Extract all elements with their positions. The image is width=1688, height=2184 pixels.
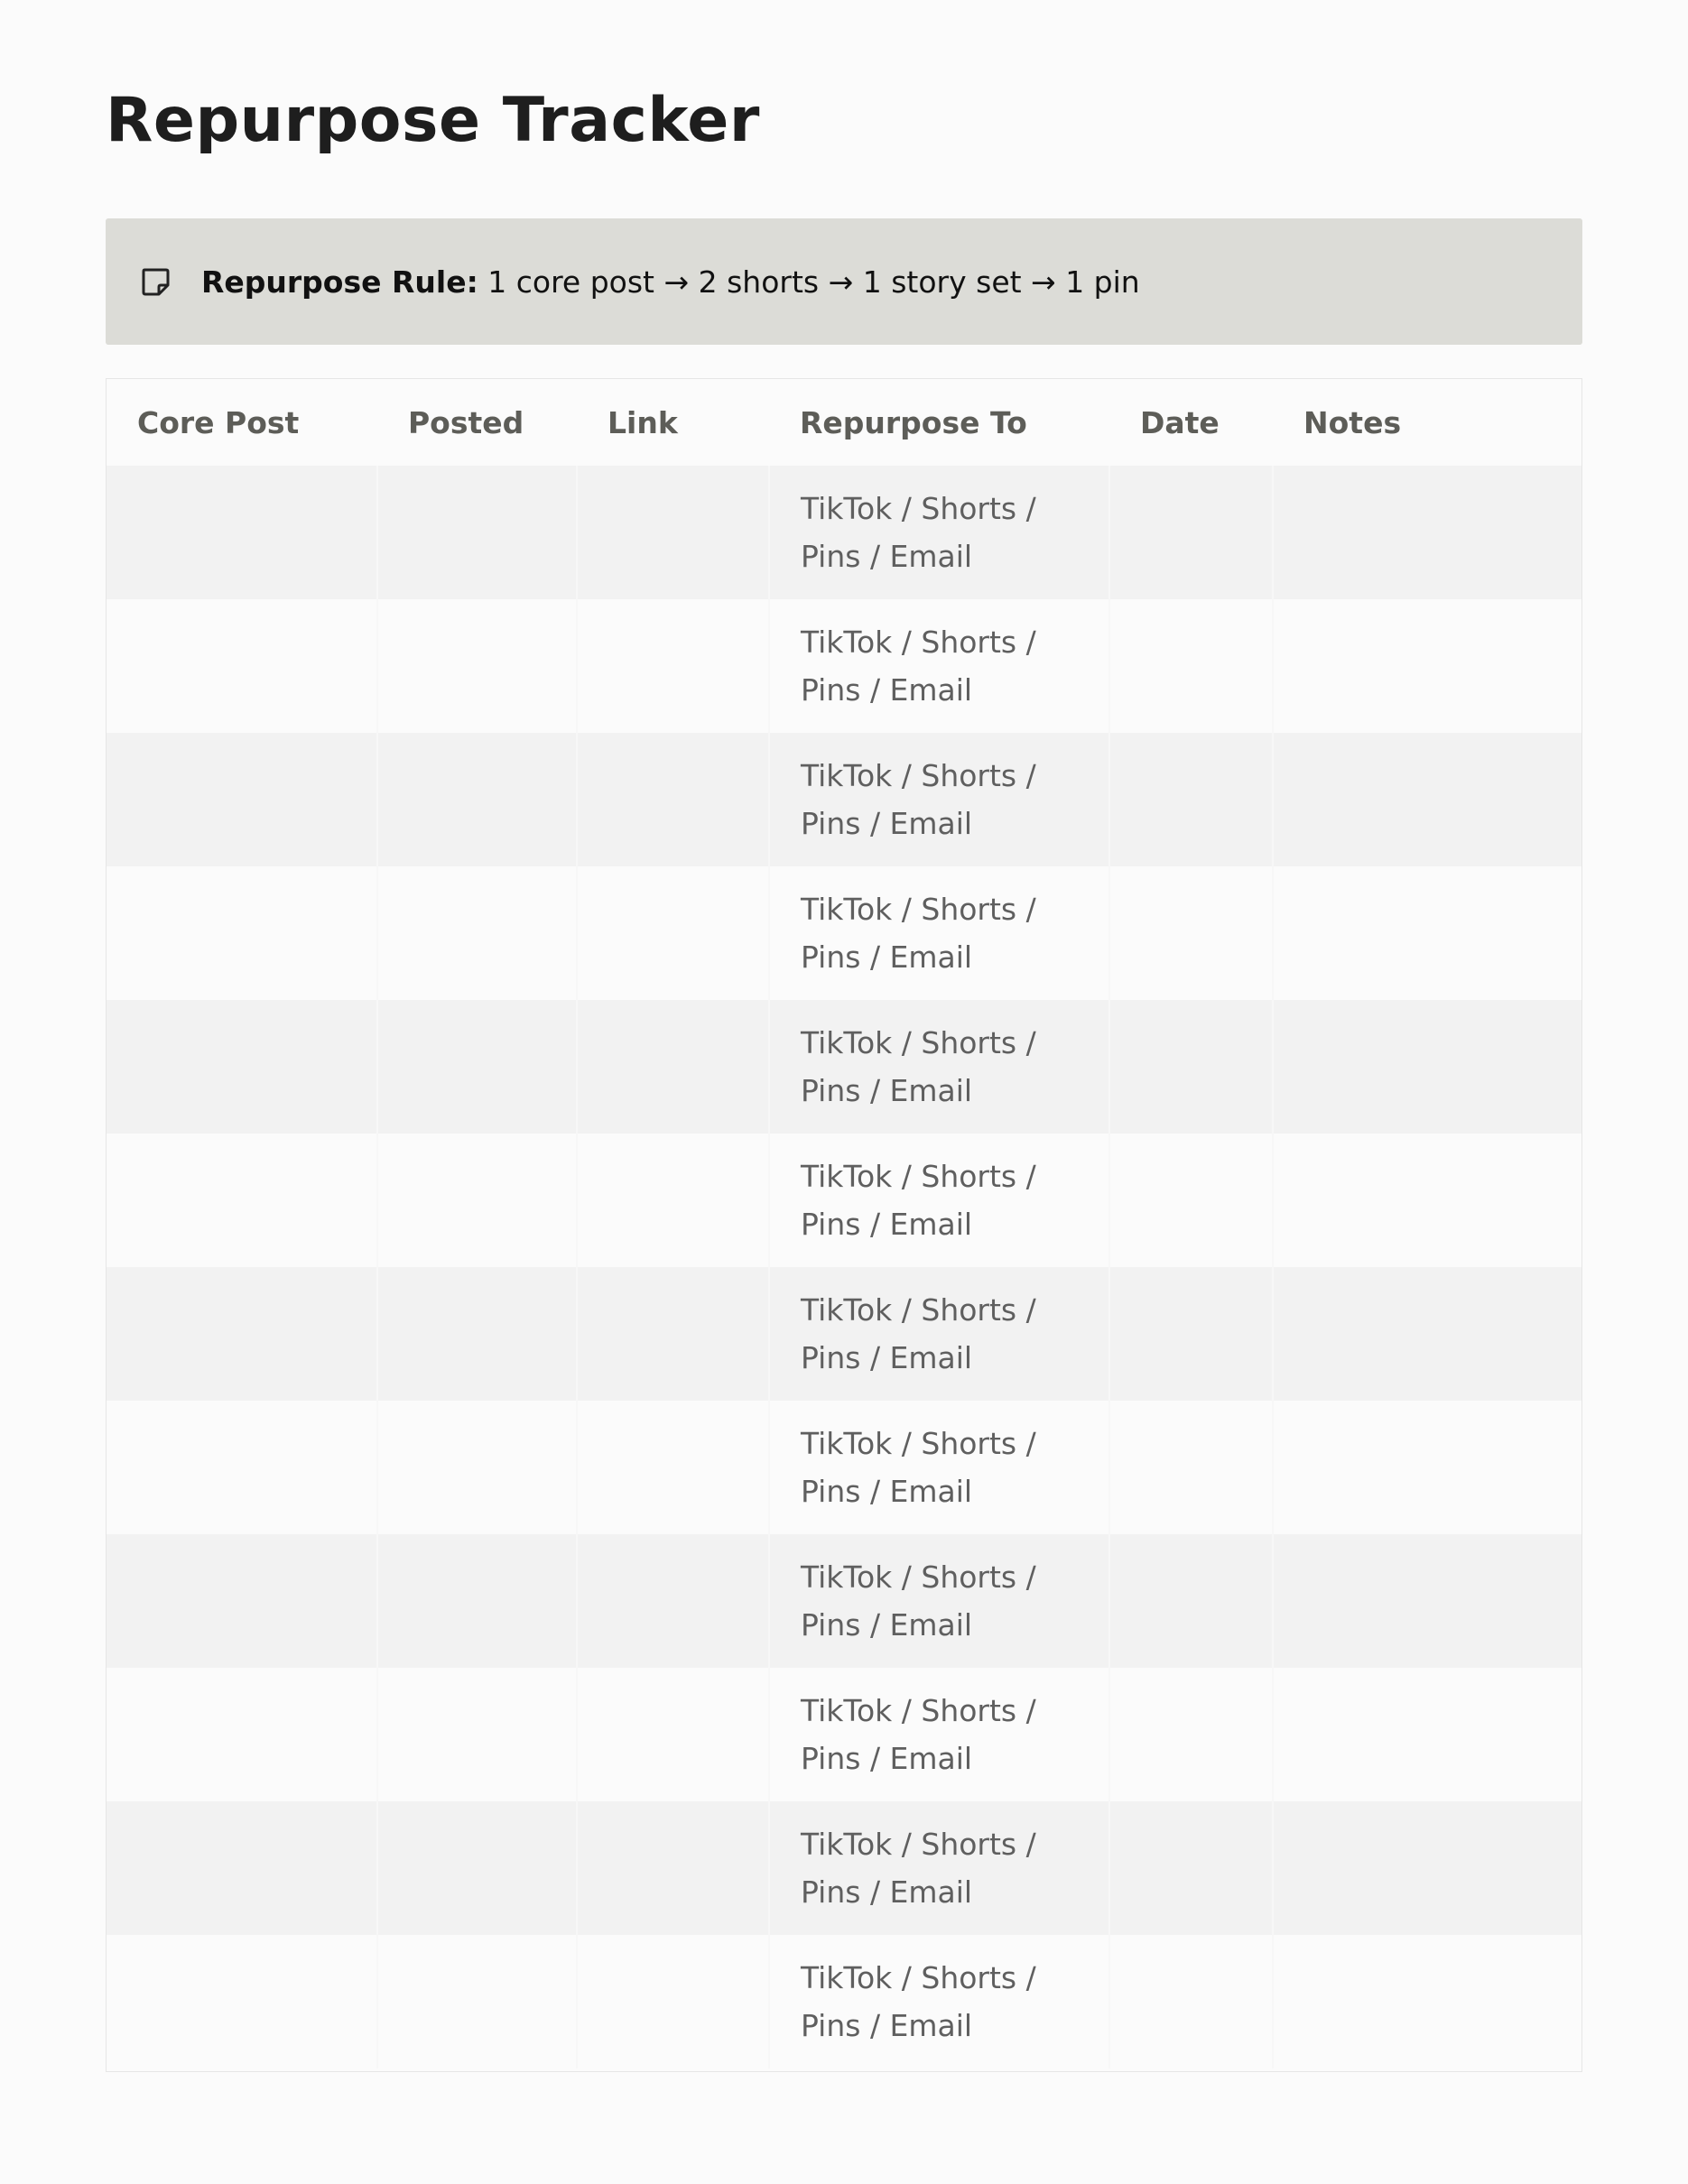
- rule-text: [201, 264, 1140, 300]
- cell-link[interactable]: [577, 1935, 769, 2068]
- cell-core-post[interactable]: [107, 1534, 377, 1668]
- cell-date[interactable]: [1109, 466, 1273, 599]
- table-row: [107, 1935, 1581, 2068]
- column-header-notes: Notes: [1273, 379, 1581, 466]
- repurpose-rule-callout: [106, 218, 1582, 345]
- column-header-date: Date: [1109, 379, 1273, 466]
- cell-repurpose-to[interactable]: [769, 1668, 1109, 1801]
- cell-core-post[interactable]: [107, 1801, 377, 1935]
- column-header-repurpose-to: Repurpose To: [769, 379, 1109, 466]
- repurpose-line-2: Pins / Email: [801, 2008, 973, 2043]
- cell-date[interactable]: [1109, 1801, 1273, 1935]
- repurpose-line-2: Pins / Email: [801, 1874, 973, 1910]
- cell-posted[interactable]: [377, 1134, 577, 1267]
- cell-core-post[interactable]: [107, 466, 377, 599]
- cell-notes[interactable]: [1273, 1668, 1581, 1801]
- cell-posted[interactable]: [377, 1668, 577, 1801]
- repurpose-line-1: TikTok / Shorts /: [801, 1025, 1036, 1060]
- repurpose-line-1: TikTok / Shorts /: [801, 892, 1036, 927]
- cell-repurpose-to[interactable]: [769, 599, 1109, 733]
- cell-core-post[interactable]: [107, 733, 377, 866]
- repurpose-line-2: Pins / Email: [801, 1474, 973, 1509]
- repurpose-line-2: Pins / Email: [801, 1207, 973, 1242]
- cell-repurpose-to[interactable]: [769, 1534, 1109, 1668]
- cell-posted[interactable]: [377, 1801, 577, 1935]
- table-row: [107, 1668, 1581, 1801]
- cell-repurpose-to[interactable]: [769, 466, 1109, 599]
- cell-date[interactable]: [1109, 866, 1273, 1000]
- page-title: Repurpose Tracker: [106, 85, 760, 156]
- table-row: [107, 1134, 1581, 1267]
- repurpose-line-1: TikTok / Shorts /: [801, 1426, 1036, 1461]
- cell-posted[interactable]: [377, 466, 577, 599]
- cell-link[interactable]: [577, 1000, 769, 1134]
- cell-repurpose-to[interactable]: [769, 733, 1109, 866]
- cell-link[interactable]: [577, 1668, 769, 1801]
- repurpose-line-1: TikTok / Shorts /: [801, 1559, 1036, 1595]
- cell-repurpose-to[interactable]: [769, 1134, 1109, 1267]
- column-header-link: Link: [577, 379, 769, 466]
- table-row: [107, 1534, 1581, 1668]
- cell-core-post[interactable]: [107, 1134, 377, 1267]
- table-row: [107, 466, 1581, 599]
- cell-core-post[interactable]: [107, 866, 377, 1000]
- cell-repurpose-to[interactable]: [769, 1401, 1109, 1534]
- table-header-row: [107, 379, 1581, 466]
- cell-date[interactable]: [1109, 1000, 1273, 1134]
- cell-posted[interactable]: [377, 733, 577, 866]
- table-row: [107, 733, 1581, 866]
- cell-notes[interactable]: [1273, 1935, 1581, 2068]
- repurpose-line-1: TikTok / Shorts /: [801, 491, 1036, 526]
- cell-core-post[interactable]: [107, 1267, 377, 1401]
- cell-repurpose-to[interactable]: [769, 1267, 1109, 1401]
- cell-repurpose-to[interactable]: [769, 1935, 1109, 2068]
- cell-core-post[interactable]: [107, 599, 377, 733]
- repurpose-line-1: TikTok / Shorts /: [801, 1292, 1036, 1328]
- repurpose-line-2: Pins / Email: [801, 1340, 973, 1375]
- cell-notes[interactable]: [1273, 1801, 1581, 1935]
- repurpose-line-2: Pins / Email: [801, 539, 973, 574]
- cell-link[interactable]: [577, 466, 769, 599]
- cell-notes[interactable]: [1273, 1000, 1581, 1134]
- cell-notes[interactable]: [1273, 1267, 1581, 1401]
- cell-date[interactable]: [1109, 1534, 1273, 1668]
- cell-notes[interactable]: [1273, 599, 1581, 733]
- sticky-note-icon: [140, 266, 171, 297]
- cell-core-post[interactable]: [107, 1401, 377, 1534]
- table-row: [107, 1401, 1581, 1534]
- repurpose-line-2: Pins / Email: [801, 1073, 973, 1108]
- cell-date[interactable]: [1109, 1134, 1273, 1267]
- cell-date[interactable]: [1109, 1935, 1273, 2068]
- cell-date[interactable]: [1109, 599, 1273, 733]
- table-row: [107, 599, 1581, 733]
- column-header-core-post: Core Post: [107, 379, 377, 466]
- cell-posted[interactable]: [377, 599, 577, 733]
- cell-posted[interactable]: [377, 1267, 577, 1401]
- cell-link[interactable]: [577, 1134, 769, 1267]
- repurpose-table: [106, 378, 1582, 2072]
- cell-core-post[interactable]: [107, 1668, 377, 1801]
- cell-date[interactable]: [1109, 1267, 1273, 1401]
- cell-notes[interactable]: [1273, 1134, 1581, 1267]
- repurpose-line-1: TikTok / Shorts /: [801, 1960, 1036, 1995]
- cell-core-post[interactable]: [107, 1935, 377, 2068]
- cell-posted[interactable]: [377, 1000, 577, 1134]
- cell-posted[interactable]: [377, 1534, 577, 1668]
- cell-core-post[interactable]: [107, 1000, 377, 1134]
- cell-link[interactable]: [577, 866, 769, 1000]
- repurpose-line-1: TikTok / Shorts /: [801, 625, 1036, 660]
- cell-repurpose-to[interactable]: [769, 866, 1109, 1000]
- repurpose-line-2: Pins / Email: [801, 939, 973, 975]
- cell-link[interactable]: [577, 1267, 769, 1401]
- cell-link[interactable]: [577, 1401, 769, 1534]
- cell-posted[interactable]: [377, 866, 577, 1000]
- cell-notes[interactable]: [1273, 866, 1581, 1000]
- table-row: [107, 1801, 1581, 1935]
- rule-description: 1 core post → 2 shorts → 1 story set → 1 pin: [478, 264, 1140, 300]
- cell-link[interactable]: [577, 1801, 769, 1935]
- column-header-posted: Posted: [377, 379, 577, 466]
- cell-notes[interactable]: [1273, 733, 1581, 866]
- repurpose-line-1: TikTok / Shorts /: [801, 1693, 1036, 1728]
- repurpose-line-2: Pins / Email: [801, 1741, 973, 1776]
- cell-link[interactable]: [577, 1534, 769, 1668]
- repurpose-line-1: TikTok / Shorts /: [801, 1159, 1036, 1194]
- cell-posted[interactable]: [377, 1401, 577, 1534]
- cell-date[interactable]: [1109, 1401, 1273, 1534]
- cell-notes[interactable]: [1273, 1534, 1581, 1668]
- cell-repurpose-to[interactable]: [769, 1801, 1109, 1935]
- table-row: [107, 1000, 1581, 1134]
- cell-notes[interactable]: [1273, 466, 1581, 599]
- cell-date[interactable]: [1109, 1668, 1273, 1801]
- table-row: [107, 866, 1581, 1000]
- repurpose-line-2: Pins / Email: [801, 806, 973, 841]
- cell-link[interactable]: [577, 733, 769, 866]
- repurpose-line-2: Pins / Email: [801, 1607, 973, 1643]
- cell-posted[interactable]: [377, 1935, 577, 2068]
- cell-notes[interactable]: [1273, 1401, 1581, 1534]
- repurpose-line-1: TikTok / Shorts /: [801, 1827, 1036, 1862]
- cell-date[interactable]: [1109, 733, 1273, 866]
- cell-link[interactable]: [577, 599, 769, 733]
- cell-repurpose-to[interactable]: [769, 1000, 1109, 1134]
- repurpose-line-1: TikTok / Shorts /: [801, 758, 1036, 793]
- repurpose-line-2: Pins / Email: [801, 672, 973, 708]
- table-row: [107, 1267, 1581, 1401]
- rule-label: Repurpose Rule:: [201, 264, 478, 300]
